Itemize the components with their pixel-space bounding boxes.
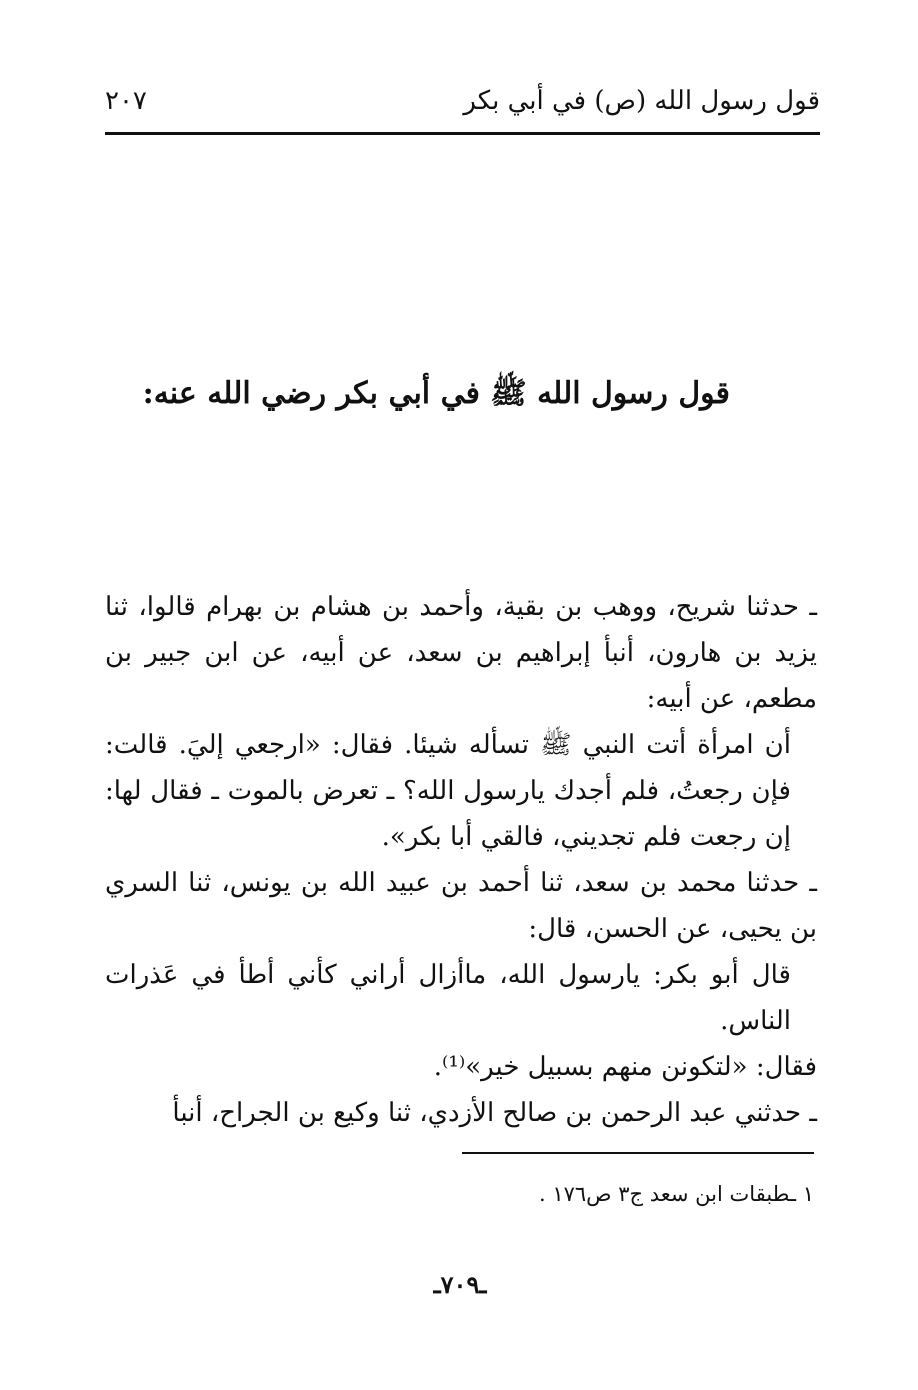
footnote: ١ ـطبقات ابن سعد ج٣ ص١٧٦ . [538, 1182, 814, 1206]
footnote-divider [462, 1152, 814, 1154]
paragraph: ـ حدثنا محمد بن سعد، ثنا أحمد بن عبيد الله بن يونس، ثنا السري بن يحيى، عن الحسن، قال: [105, 868, 817, 944]
header-divider [105, 132, 820, 135]
paragraph: فقال: «لتكونن منهم بسبيل خير»⁽¹⁾. [433, 1052, 817, 1082]
body-text [105, 584, 817, 1136]
paragraph: قال أبو بكر: يارسول الله، ماأزال أراني كأني أطأ في عَذرات الناس. [105, 960, 791, 1036]
page-number: ٢٠٧ [105, 86, 147, 116]
running-header [105, 86, 820, 126]
chapter-title: قول رسول الله ﷺ في أبي بكر رضي الله عنه: [142, 376, 730, 411]
paragraph: ـ حدثنا شريح، ووهب بن بقية، وأحمد بن هشام بن بهرام قالوا، ثنا يزيد بن هارون، أنبأ إبراهيم بن سعد، عن أبيه، عن ابن جبير بن مطعم، عن أبيه: [105, 592, 817, 714]
running-header-title: قول رسول الله (ص) في أبي بكر [463, 86, 820, 116]
paragraph: ـ حدثني عبد الرحمن بن صالح الأزدي، ثنا وكيع بن الجراح، أنبأ [172, 1098, 817, 1128]
folio-number: ـ٧٠٩ـ [433, 1270, 487, 1299]
paragraph: أن امرأة أتت النبي ﷺ تسأله شيئا. فقال: «ارجعي إليَ. قالت: فإن رجعتُ، فلم أجدك يارسول الله؟ ـ تعرض بالموت ـ فقال لها: إن رجعت فلم تجديني، فالقي أبا بكر». [105, 730, 791, 852]
